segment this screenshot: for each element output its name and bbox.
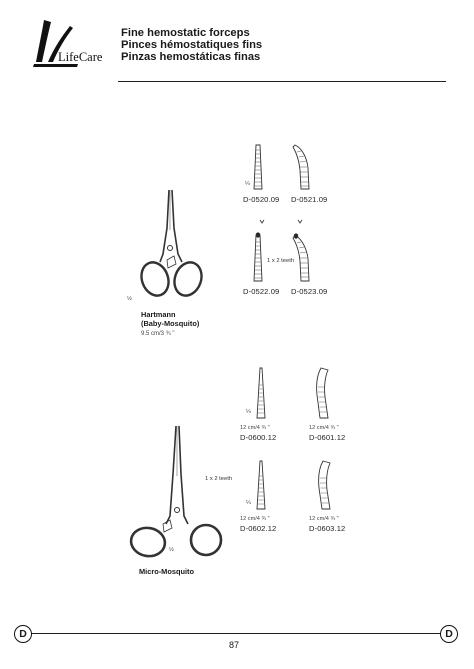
- tip-curved-serrated: [292, 144, 314, 190]
- hartmann-name-line2: (Baby-Mosquito): [141, 319, 200, 328]
- tip-scale-label: ¼: [245, 181, 250, 187]
- code-d-0603-12: D-0603.12: [309, 524, 346, 533]
- hartmann-forceps-illustration: [130, 188, 210, 308]
- tip-curved-teeth: [292, 232, 314, 282]
- tip-straight-teeth: [252, 232, 264, 282]
- teeth-note-1: 1 x 2 teeth: [267, 258, 295, 264]
- micro-scale-label: ½: [169, 547, 174, 553]
- title-spanish: Pinzas hemostáticas finas: [121, 51, 261, 63]
- micro-tip-scale-label-2: ¼: [246, 500, 251, 506]
- code-d-0521-09: D-0521.09: [291, 195, 328, 204]
- title-english: Fine hemostatic forceps: [121, 27, 250, 39]
- size-d-0600-12: 12 cm/4 ¾ ": [240, 425, 270, 431]
- header-rule: [118, 81, 446, 82]
- teeth-icon-left: [258, 218, 266, 226]
- code-d-0600-12: D-0600.12: [240, 433, 277, 442]
- teeth-icon-right: [296, 218, 304, 226]
- footer-rule: [28, 633, 446, 634]
- code-d-0602-12: D-0602.12: [240, 524, 277, 533]
- micro-tip-curved: [314, 367, 336, 419]
- section-badge-right: D: [440, 625, 458, 643]
- code-d-0523-09: D-0523.09: [291, 287, 328, 296]
- micro-tip-straight-teeth: [256, 460, 266, 510]
- code-d-0520-09: D-0520.09: [243, 195, 280, 204]
- micro-tip-curved-teeth: [316, 460, 338, 510]
- hartmann-size: 9.5 cm/3 ¾ ": [141, 331, 175, 337]
- hartmann-name-line1: Hartmann: [141, 310, 176, 319]
- code-d-0522-09: D-0522.09: [243, 287, 280, 296]
- title-french: Pinces hémostatiques fins: [121, 39, 263, 51]
- size-d-0602-12: 12 cm/4 ¾ ": [240, 516, 270, 522]
- micro-tip-straight: [256, 367, 266, 419]
- micro-mosquito-forceps-illustration: [126, 424, 226, 564]
- micro-tip-scale-label: ¼: [246, 409, 251, 415]
- size-d-0603-12: 12 cm/4 ¾ ": [309, 516, 339, 522]
- micro-mosquito-name: Micro-Mosquito: [139, 567, 195, 576]
- page-number: 87: [229, 640, 240, 650]
- teeth-note-2: 1 x 2 teeth: [205, 476, 233, 482]
- section-badge-left: D: [14, 625, 32, 643]
- code-d-0601-12: D-0601.12: [309, 433, 346, 442]
- hartmann-scale-label: ½: [127, 296, 132, 302]
- tip-straight-serrated: [252, 144, 264, 190]
- logo-text: LifeCare: [58, 50, 103, 64]
- size-d-0601-12: 12 cm/4 ¾ ": [309, 425, 339, 431]
